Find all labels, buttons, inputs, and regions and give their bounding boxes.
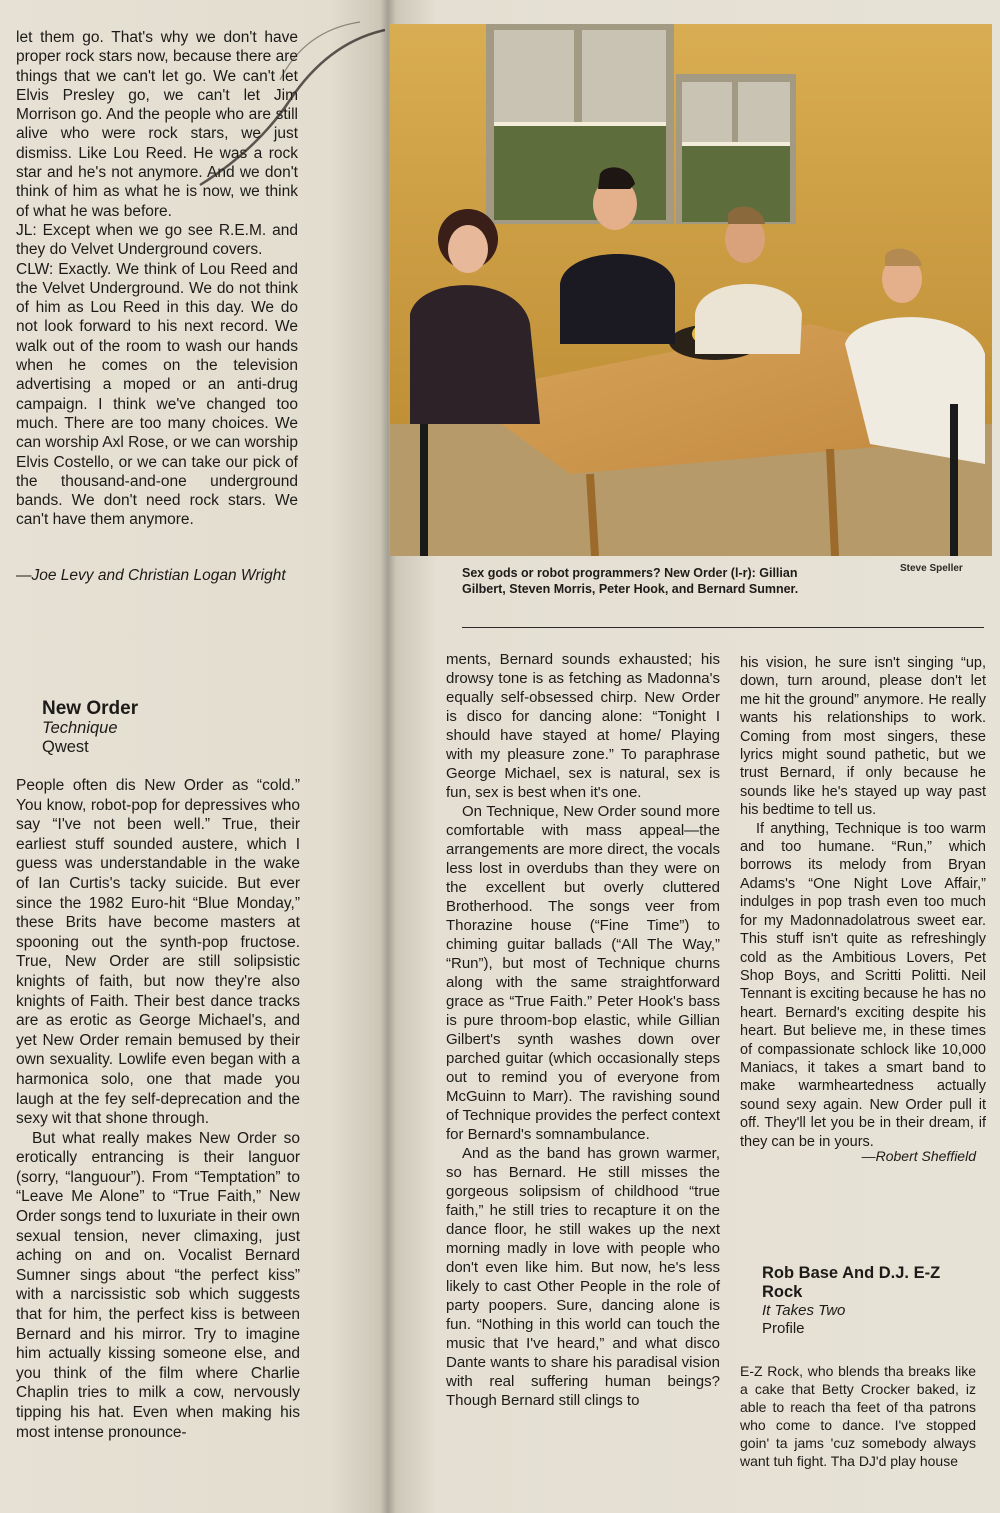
interview-byline: —Joe Levy and Christian Logan Wright xyxy=(16,567,286,584)
review-paragraph: And as the band has grown warmer, so has Bernard. He still misses the gorgeous solipsism of childhood “true faith,” he still tries to recapture it on the dance floor, he still wakes up the next morning madly in love with people who don't even like him. But now, he's less likely to cast Other People in the role of party poopers. Sure, dancing alone is fun. “Nothing in this world can touch the music that I've heard,” and what disco Dante wants to share his paradisal vision with real suffering human beings? Though Bernard still clings to xyxy=(446,1145,720,1409)
review-paragraph: ments, Bernard sounds exhausted; his drowsy tone is as fetching as Madonna's equally self-obsessed chirp. New Order is disco for dancing alone: “Tonight I should have stayed at home/ Playing with my pleasure zone.” To paraphrase George Michael, sex is natural, sex is fun, sex is best when it's one. xyxy=(446,651,720,801)
interview-paragraph: JL: Except when we go see R.E.M. and they do Velvet Underground covers. xyxy=(16,221,298,259)
review-column-1 xyxy=(16,776,300,1442)
section-divider xyxy=(462,627,984,628)
review-album-title: It Takes Two xyxy=(762,1302,846,1319)
photo-caption: Sex gods or robot programmers? New Order (l-r): Gillian Gilbert, Steven Morris, Peter Hook, and Bernard Sumner. xyxy=(462,566,799,596)
review-paragraph: On Technique, New Order sound more comfortable with mass appeal—the arrangements are more direct, the vocals less lost in overdubs than they were on the excellent but overly cluttered Brotherhood. The songs veer from Thorazine house (“Fine Time”) to chiming guitar ballads (“All The Way,” “Run”), but most of Technique churns along with the same straightforward grace as “True Faith.” Peter Hook's bass is pure throom-bop elastic, while Gillian Gilbert's synth washes down over parched guitar (which occasionally steps out to remind you of everyone from McGuinn to Marr). The ravishing sound of Technique provides the perfect context for Bernard's somnambulance. xyxy=(446,803,720,1143)
photo-credit: Steve Speller xyxy=(900,563,963,574)
band-photo xyxy=(390,24,992,556)
review-byline: —Robert Sheffield xyxy=(861,1148,976,1164)
review-record-label: Profile xyxy=(762,1320,805,1337)
review-paragraph: E-Z Rock, who blends tha breaks like a cake that Betty Crocker baked, iz able to reach tha feet of tha patrons who come to dance. I've stopped goin' ta jams 'cuz somebody always want tuh fight. Tha DJ'd play house xyxy=(740,1363,976,1469)
review-album-title: Technique xyxy=(42,719,118,737)
interview-paragraph: let them go. That's why we don't have proper rock stars now, because there are things that we can't let go. We can't let Elvis Presley go, we can't let Jim Morrison go. And the people who are still alive who were rock stars, we just dismiss. Like Lou Reed. He was a rock star and he's not anymore. And we don't think of him as what he is now, we think of what he was before. xyxy=(16,29,298,220)
review-paragraph: People often dis New Order as “cold.” You know, robot-pop for depressives who say “I've not been well.” True, their earliest stuff sounded austere, which I guess was understandable in the wake of Ian Curtis's tacky suicide. But ever since the 1982 Euro-hit “Blue Monday,” these Brits have become masters at spooning out the synth-pop fructose. True, New Order are still solipsistic knights of faith, but now they're also knights of Faith. Their best dance tracks are as erotic as George Michael's, and yet New Order remain bemused by their own sexuality. Lowlife even began with a harmonica solo, one that made you laugh at the fey self-deprecation and the sexy wit that shone through. xyxy=(16,777,300,1128)
review-band-name: Rob Base And D.J. E-Z Rock xyxy=(762,1264,941,1301)
review-paragraph: If anything, Technique is too warm and too humane. “Run,” which borrows its melody from Bryan Adams's “One Night Love Affair,” indulges in pop trash even too much for my Madonnadolatrous sweet ear. This stuff isn't quite as refreshingly cold as the Ambitious Lovers, Pet Shop Boys, and Scritti Politti. Neil Tennant is exciting because he has no heart. Bernard's exciting despite his heart. But believe me, in these times of compassionate schlock like 10,000 Maniacs, it takes a smart band to make warmheartedness actually sound sexy again. New Order pull it off. They'll let you be in their dream, if they can be in yours. xyxy=(740,820,986,1150)
review-column-rob-base xyxy=(740,1362,976,1470)
review-paragraph: But what really makes New Order so erotically entrancing is their languor (sorry, “languour”). From “Temptation” to “Leave Me Alone” to “True Faith,” New Order songs tend to luxuriate in their own sexual tension, never climaxing, just aching on and on. Vocalist Bernard Sumner sings about “the perfect kiss” with a narcissistic sob which suggests that for him, the perfect kiss is between Bernard and his mirror. Try to imagine him actually kissing someone else, and you think of the film where Charlie Chaplin tries to milk a cow, nervously tipping his hat. Even when making his most intense pronounce- xyxy=(16,1129,300,1441)
review-column-3 xyxy=(740,654,986,1151)
band-photo-illustration xyxy=(390,24,992,556)
interview-text xyxy=(16,28,298,530)
review-record-label: Qwest xyxy=(42,738,89,756)
review-paragraph: his vision, he sure isn't singing “up, down, turn around, please don't let me hit the ground” anymore. He really wants his relationships to work. Coming from most singers, these lyrics might sound pathetic, but we trust Bernard, if only because he sounds like he's stayed up way past his bedtime to tell us. xyxy=(740,655,986,819)
review-band-name: New Order xyxy=(42,698,139,719)
review-header-rob-base xyxy=(762,1264,962,1338)
review-header-new-order xyxy=(42,698,138,757)
interview-paragraph: CLW: Exactly. We think of Lou Reed and the Velvet Underground. We do not think of him as Lou Reed in this day. We do not look forward to his next record. We walk out of the room to wash our hands when he comes on the television advertising a moped or an anti-drug campaign. I think we've changed too much. There are too many choices. We can worship Axl Rose, or we can worship Elvis Costello, or we can take our pick of the thousand-and-one underground bands. We don't need rock stars. We can't have them anymore. xyxy=(16,260,298,529)
review-column-2 xyxy=(446,650,720,1410)
